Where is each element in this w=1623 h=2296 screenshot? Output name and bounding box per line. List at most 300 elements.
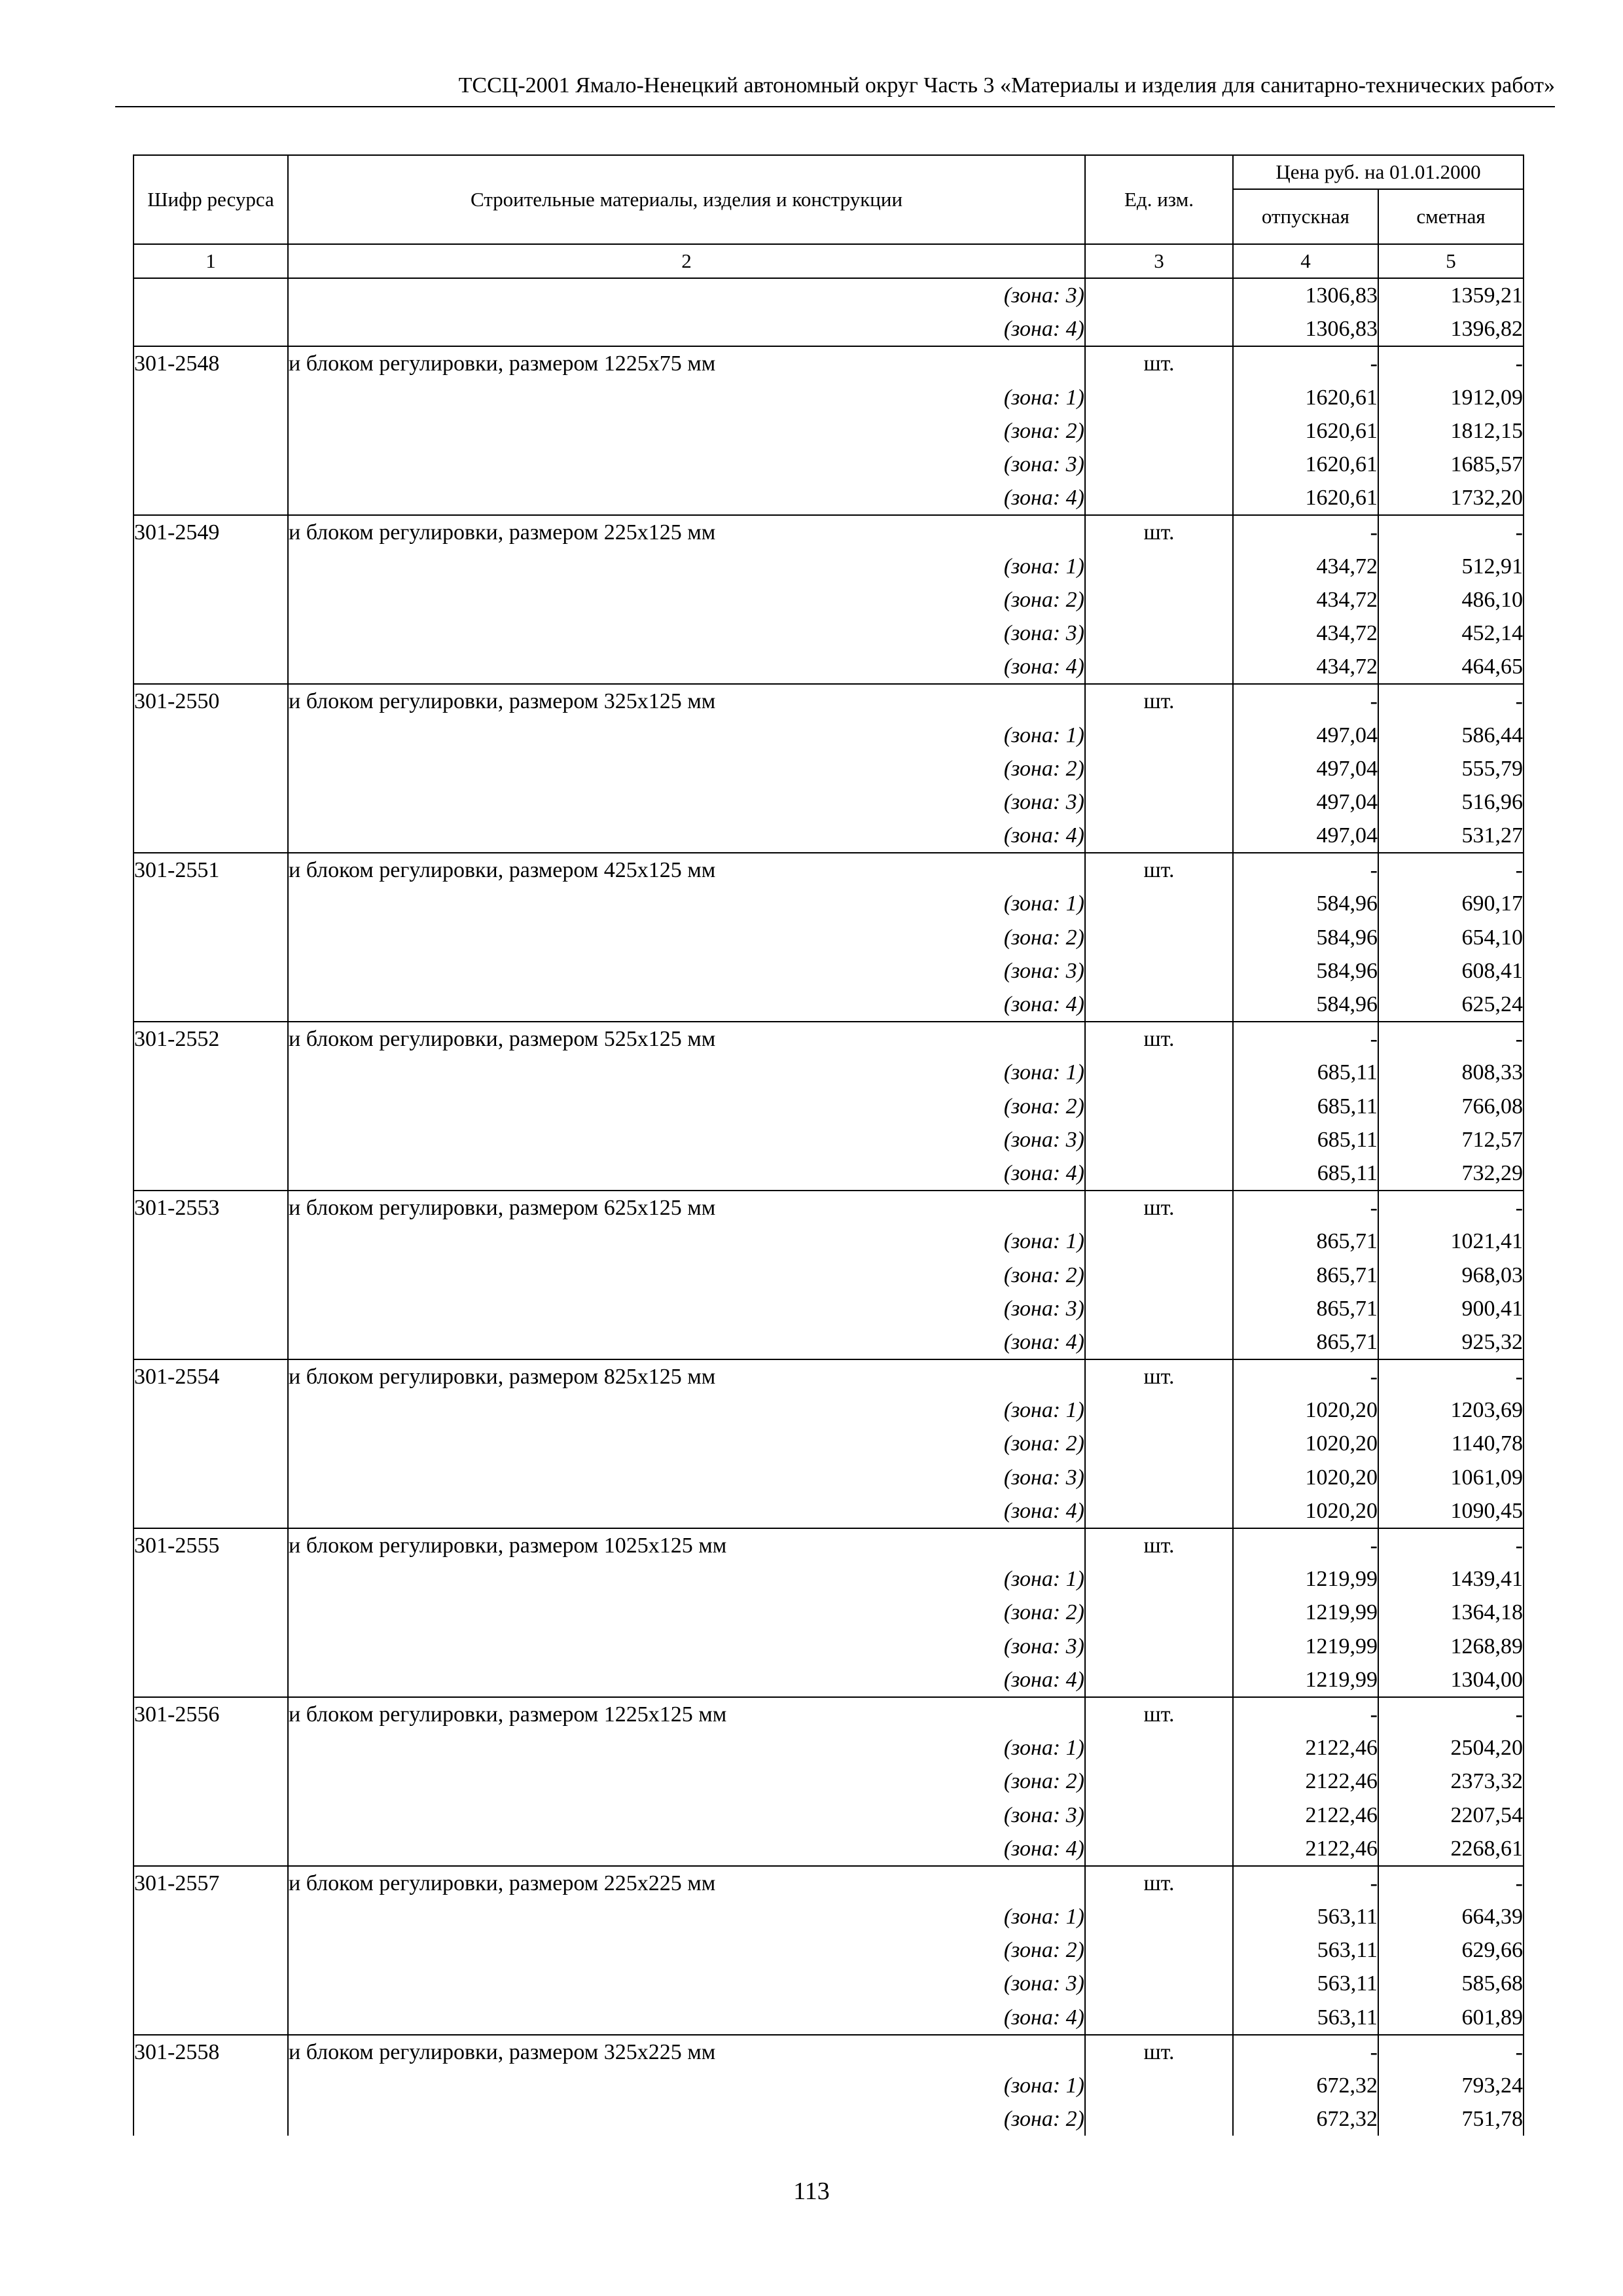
- price-release: -: [1233, 684, 1378, 718]
- zone-label: (зона: 4): [288, 1663, 1085, 1697]
- zone-row: [134, 1765, 1524, 1798]
- unit-cell: [1085, 1090, 1233, 1123]
- zone-row: [134, 954, 1524, 988]
- code-cell: [134, 1630, 288, 1663]
- price-release: -: [1233, 1359, 1378, 1393]
- zone-row: [134, 550, 1524, 583]
- zone-label: (зона: 4): [288, 1157, 1085, 1191]
- col-header-code: Шифр ресурса: [134, 155, 288, 244]
- price-estimate: 1268,89: [1378, 1630, 1524, 1663]
- item-name: и блоком регулировки, размером 1025х125 мм: [288, 1528, 1085, 1562]
- unit-cell: [1085, 1157, 1233, 1191]
- unit-cell: [1085, 550, 1233, 583]
- zone-label: (зона: 3): [288, 278, 1085, 312]
- price-release: 685,11: [1233, 1056, 1378, 1089]
- unit-cell: [1085, 1056, 1233, 1089]
- code-cell: [134, 1494, 288, 1528]
- item-name: и блоком регулировки, размером 1225х75 мм: [288, 346, 1085, 380]
- item-unit: шт.: [1085, 1528, 1233, 1562]
- price-release: 584,96: [1233, 887, 1378, 920]
- code-cell: [134, 1393, 288, 1427]
- price-estimate: 968,03: [1378, 1258, 1524, 1291]
- price-release: -: [1233, 853, 1378, 887]
- code-cell: [134, 278, 288, 312]
- zone-row: [134, 617, 1524, 650]
- price-estimate: 1021,41: [1378, 1225, 1524, 1258]
- zone-row: [134, 988, 1524, 1022]
- price-release: 563,11: [1233, 2001, 1378, 2035]
- price-release: 1219,99: [1233, 1630, 1378, 1663]
- zone-label: (зона: 3): [288, 1461, 1085, 1494]
- zone-label: (зона: 3): [288, 617, 1085, 650]
- page-number: 113: [793, 2178, 830, 2205]
- unit-cell: [1085, 887, 1233, 920]
- price-estimate: 486,10: [1378, 583, 1524, 617]
- zone-label: (зона: 3): [288, 1630, 1085, 1663]
- price-release: 1219,99: [1233, 1596, 1378, 1629]
- code-cell: [134, 1090, 288, 1123]
- zone-row: [134, 381, 1524, 414]
- price-estimate: -: [1378, 1866, 1524, 1900]
- item-unit: шт.: [1085, 346, 1233, 380]
- zone-label: (зона: 3): [288, 785, 1085, 819]
- price-release: 563,11: [1233, 1967, 1378, 2000]
- unit-cell: [1085, 1900, 1233, 1933]
- running-header: [115, 73, 1555, 107]
- zone-label: (зона: 2): [288, 1258, 1085, 1291]
- code-cell: [134, 988, 288, 1022]
- unit-cell: [1085, 785, 1233, 819]
- price-estimate: -: [1378, 1528, 1524, 1562]
- price-release: 497,04: [1233, 718, 1378, 751]
- price-estimate: -: [1378, 1697, 1524, 1731]
- code-cell: [134, 1663, 288, 1697]
- resource-code: 301-2548: [134, 346, 288, 380]
- resource-code: 301-2549: [134, 515, 288, 549]
- unit-cell: [1085, 1292, 1233, 1325]
- price-estimate: -: [1378, 515, 1524, 549]
- unit-cell: [1085, 1630, 1233, 1663]
- code-cell: [134, 1900, 288, 1933]
- zone-label: (зона: 2): [288, 1090, 1085, 1123]
- item-name: и блоком регулировки, размером 225х125 мм: [288, 515, 1085, 549]
- column-number: 4: [1233, 244, 1378, 278]
- price-release: -: [1233, 1022, 1378, 1056]
- price-release: 434,72: [1233, 583, 1378, 617]
- zone-row: [134, 448, 1524, 481]
- unit-cell: [1085, 1123, 1233, 1157]
- price-estimate: 516,96: [1378, 785, 1524, 819]
- price-release: 563,11: [1233, 1900, 1378, 1933]
- price-estimate: 2268,61: [1378, 1832, 1524, 1866]
- zone-label: (зона: 1): [288, 1562, 1085, 1596]
- code-cell: [134, 414, 288, 448]
- zone-label: (зона: 3): [288, 1967, 1085, 2000]
- unit-cell: [1085, 1933, 1233, 1967]
- zone-label: (зона: 4): [288, 819, 1085, 853]
- unit-cell: [1085, 448, 1233, 481]
- price-estimate: 586,44: [1378, 718, 1524, 751]
- code-cell: [134, 1596, 288, 1629]
- zone-row: [134, 1393, 1524, 1427]
- unit-cell: [1085, 1393, 1233, 1427]
- col-header-unit: Ед. изм.: [1085, 155, 1233, 244]
- zone-label: (зона: 4): [288, 650, 1085, 684]
- code-cell: [134, 1225, 288, 1258]
- table-row: [134, 1697, 1524, 1731]
- price-release: 685,11: [1233, 1157, 1378, 1191]
- price-estimate: -: [1378, 1359, 1524, 1393]
- unit-cell: [1085, 1325, 1233, 1359]
- price-estimate: 1812,15: [1378, 414, 1524, 448]
- column-number: 3: [1085, 244, 1233, 278]
- code-cell: [134, 954, 288, 988]
- price-estimate: 1732,20: [1378, 481, 1524, 515]
- zone-row: [134, 1832, 1524, 1866]
- price-release: 1020,20: [1233, 1427, 1378, 1460]
- price-release: 865,71: [1233, 1225, 1378, 1258]
- code-cell: [134, 1832, 288, 1866]
- unit-cell: [1085, 278, 1233, 312]
- unit-cell: [1085, 2102, 1233, 2136]
- resource-code: 301-2558: [134, 2035, 288, 2069]
- unit-cell: [1085, 988, 1233, 1022]
- item-name: и блоком регулировки, размером 325х225 мм: [288, 2035, 1085, 2069]
- code-cell: [134, 819, 288, 853]
- resource-code: 301-2553: [134, 1191, 288, 1225]
- price-release: 865,71: [1233, 1325, 1378, 1359]
- price-release: -: [1233, 1191, 1378, 1225]
- price-estimate: 732,29: [1378, 1157, 1524, 1191]
- zone-label: (зона: 1): [288, 887, 1085, 920]
- zone-row: [134, 414, 1524, 448]
- item-name: и блоком регулировки, размером 525х125 мм: [288, 1022, 1085, 1056]
- zone-label: (зона: 2): [288, 921, 1085, 954]
- item-unit: шт.: [1085, 1697, 1233, 1731]
- price-estimate: 654,10: [1378, 921, 1524, 954]
- item-name: и блоком регулировки, размером 425х125 мм: [288, 853, 1085, 887]
- unit-cell: [1085, 650, 1233, 684]
- code-cell: [134, 1157, 288, 1191]
- resource-code: 301-2552: [134, 1022, 288, 1056]
- zone-row: [134, 1900, 1524, 1933]
- price-estimate: 555,79: [1378, 752, 1524, 785]
- zone-label: (зона: 4): [288, 1325, 1085, 1359]
- unit-cell: [1085, 921, 1233, 954]
- zone-row: [134, 312, 1524, 346]
- unit-cell: [1085, 752, 1233, 785]
- price-release: 2122,46: [1233, 1731, 1378, 1765]
- unit-cell: [1085, 1663, 1233, 1697]
- price-estimate: 1364,18: [1378, 1596, 1524, 1629]
- item-unit: шт.: [1085, 1866, 1233, 1900]
- unit-cell: [1085, 1967, 1233, 2000]
- price-release: 584,96: [1233, 954, 1378, 988]
- unit-cell: [1085, 1494, 1233, 1528]
- price-estimate: -: [1378, 1191, 1524, 1225]
- price-estimate: 608,41: [1378, 954, 1524, 988]
- price-release: 1306,83: [1233, 278, 1378, 312]
- code-cell: [134, 1933, 288, 1967]
- price-release: -: [1233, 1528, 1378, 1562]
- zone-row: [134, 1663, 1524, 1697]
- table-row: [134, 1528, 1524, 1562]
- code-cell: [134, 617, 288, 650]
- zone-label: (зона: 1): [288, 1900, 1085, 1933]
- item-name: и блоком регулировки, размером 325х125 мм: [288, 684, 1085, 718]
- unit-cell: [1085, 1798, 1233, 1831]
- price-table: [133, 154, 1524, 2136]
- price-release: 1020,20: [1233, 1461, 1378, 1494]
- price-estimate: 512,91: [1378, 550, 1524, 583]
- resource-code: 301-2551: [134, 853, 288, 887]
- zone-row: [134, 1596, 1524, 1629]
- price-estimate: -: [1378, 1022, 1524, 1056]
- price-release: -: [1233, 1697, 1378, 1731]
- unit-cell: [1085, 1731, 1233, 1765]
- zone-row: [134, 1157, 1524, 1191]
- price-release: 1620,61: [1233, 481, 1378, 515]
- table-body: [134, 278, 1524, 2136]
- col-header-price-release: отпускная: [1233, 189, 1378, 244]
- price-estimate: 1304,00: [1378, 1663, 1524, 1697]
- zone-row: [134, 1933, 1524, 1967]
- price-estimate: 1685,57: [1378, 448, 1524, 481]
- table-row: [134, 515, 1524, 549]
- price-estimate: 766,08: [1378, 1090, 1524, 1123]
- zone-label: (зона: 4): [288, 1832, 1085, 1866]
- zone-label: (зона: 4): [288, 2001, 1085, 2035]
- table-row: [134, 1191, 1524, 1225]
- zone-label: (зона: 2): [288, 1933, 1085, 1967]
- running-title: ТССЦ-2001 Ямало-Ненецкий автономный округ Часть 3 «Материалы и изделия для санитарно-технических работ»: [458, 73, 1555, 98]
- price-release: 584,96: [1233, 988, 1378, 1022]
- price-release: 2122,46: [1233, 1765, 1378, 1798]
- unit-cell: [1085, 481, 1233, 515]
- unit-cell: [1085, 819, 1233, 853]
- price-estimate: 1359,21: [1378, 278, 1524, 312]
- code-cell: [134, 1258, 288, 1291]
- code-cell: [134, 1123, 288, 1157]
- zone-label: (зона: 4): [288, 1494, 1085, 1528]
- zone-label: (зона: 3): [288, 1123, 1085, 1157]
- zone-label: (зона: 1): [288, 718, 1085, 751]
- item-unit: шт.: [1085, 1022, 1233, 1056]
- zone-label: (зона: 4): [288, 312, 1085, 346]
- column-number-row: [134, 244, 1524, 278]
- zone-row: [134, 752, 1524, 785]
- code-cell: [134, 2102, 288, 2136]
- price-release: 1620,61: [1233, 448, 1378, 481]
- zone-row: [134, 1292, 1524, 1325]
- price-release: 434,72: [1233, 650, 1378, 684]
- zone-label: (зона: 2): [288, 1596, 1085, 1629]
- price-estimate: 585,68: [1378, 1967, 1524, 2000]
- item-name: и блоком регулировки, размером 825х125 мм: [288, 1359, 1085, 1393]
- price-release: 865,71: [1233, 1258, 1378, 1291]
- price-estimate: 808,33: [1378, 1056, 1524, 1089]
- price-estimate: 601,89: [1378, 2001, 1524, 2035]
- price-estimate: 2504,20: [1378, 1731, 1524, 1765]
- item-name: и блоком регулировки, размером 625х125 мм: [288, 1191, 1085, 1225]
- zone-row: [134, 1325, 1524, 1359]
- price-release: 685,11: [1233, 1090, 1378, 1123]
- price-release: 1219,99: [1233, 1562, 1378, 1596]
- price-release: 2122,46: [1233, 1798, 1378, 1831]
- col-header-name: Строительные материалы, изделия и конструкции: [288, 155, 1085, 244]
- zone-row: [134, 1427, 1524, 1460]
- price-estimate: -: [1378, 684, 1524, 718]
- price-estimate: 1090,45: [1378, 1494, 1524, 1528]
- code-cell: [134, 448, 288, 481]
- price-release: 1306,83: [1233, 312, 1378, 346]
- code-cell: [134, 550, 288, 583]
- unit-cell: [1085, 2069, 1233, 2102]
- zone-row: [134, 481, 1524, 515]
- unit-cell: [1085, 718, 1233, 751]
- code-cell: [134, 1461, 288, 1494]
- code-cell: [134, 1292, 288, 1325]
- zone-label: (зона: 4): [288, 988, 1085, 1022]
- price-estimate: 1061,09: [1378, 1461, 1524, 1494]
- table-row: [134, 346, 1524, 380]
- price-estimate: 1912,09: [1378, 381, 1524, 414]
- zone-row: [134, 718, 1524, 751]
- price-release: -: [1233, 1866, 1378, 1900]
- code-cell: [134, 650, 288, 684]
- price-release: 497,04: [1233, 819, 1378, 853]
- unit-cell: [1085, 2001, 1233, 2035]
- zone-row: [134, 921, 1524, 954]
- zone-row: [134, 1090, 1524, 1123]
- zone-row: [134, 1461, 1524, 1494]
- zone-row: [134, 1731, 1524, 1765]
- col-header-price-estimate: сметная: [1378, 189, 1524, 244]
- price-estimate: 452,14: [1378, 617, 1524, 650]
- zone-row: [134, 887, 1524, 920]
- price-release: 1020,20: [1233, 1494, 1378, 1528]
- zone-row: [134, 1258, 1524, 1291]
- resource-code: 301-2557: [134, 1866, 288, 1900]
- price-estimate: 464,65: [1378, 650, 1524, 684]
- price-estimate: 690,17: [1378, 887, 1524, 920]
- item-unit: шт.: [1085, 1191, 1233, 1225]
- price-release: -: [1233, 2035, 1378, 2069]
- zone-label: (зона: 2): [288, 1427, 1085, 1460]
- zone-label: (зона: 4): [288, 481, 1085, 515]
- zone-label: (зона: 1): [288, 1731, 1085, 1765]
- zone-label: (зона: 1): [288, 550, 1085, 583]
- price-estimate: 1439,41: [1378, 1562, 1524, 1596]
- unit-cell: [1085, 583, 1233, 617]
- zone-label: (зона: 2): [288, 1765, 1085, 1798]
- item-unit: шт.: [1085, 1359, 1233, 1393]
- price-estimate: 664,39: [1378, 1900, 1524, 1933]
- zone-label: (зона: 3): [288, 448, 1085, 481]
- code-cell: [134, 1731, 288, 1765]
- zone-row: [134, 1798, 1524, 1831]
- price-release: 1620,61: [1233, 381, 1378, 414]
- price-release: 1620,61: [1233, 414, 1378, 448]
- price-estimate: 712,57: [1378, 1123, 1524, 1157]
- zone-label: (зона: 3): [288, 1798, 1085, 1831]
- price-estimate: 793,24: [1378, 2069, 1524, 2102]
- unit-cell: [1085, 381, 1233, 414]
- unit-cell: [1085, 1765, 1233, 1798]
- price-estimate: 629,66: [1378, 1933, 1524, 1967]
- table-row: [134, 1022, 1524, 1056]
- zone-label: (зона: 3): [288, 1292, 1085, 1325]
- price-release: 434,72: [1233, 550, 1378, 583]
- column-number: 5: [1378, 244, 1524, 278]
- price-estimate: 2373,32: [1378, 1765, 1524, 1798]
- code-cell: [134, 1325, 288, 1359]
- price-release: 434,72: [1233, 617, 1378, 650]
- table-row: [134, 1866, 1524, 1900]
- resource-code: 301-2550: [134, 684, 288, 718]
- price-estimate: 925,32: [1378, 1325, 1524, 1359]
- price-release: 563,11: [1233, 1933, 1378, 1967]
- item-name: и блоком регулировки, размером 1225х125 мм: [288, 1697, 1085, 1731]
- code-cell: [134, 887, 288, 920]
- price-estimate: 2207,54: [1378, 1798, 1524, 1831]
- zone-row: [134, 1056, 1524, 1089]
- unit-cell: [1085, 954, 1233, 988]
- price-release: 1219,99: [1233, 1663, 1378, 1697]
- price-release: 584,96: [1233, 921, 1378, 954]
- price-release: 865,71: [1233, 1292, 1378, 1325]
- zone-label: (зона: 3): [288, 954, 1085, 988]
- zone-row: [134, 278, 1524, 312]
- unit-cell: [1085, 1225, 1233, 1258]
- resource-code: 301-2554: [134, 1359, 288, 1393]
- column-number: 1: [134, 244, 288, 278]
- price-estimate: 1396,82: [1378, 312, 1524, 346]
- zone-label: (зона: 1): [288, 1056, 1085, 1089]
- zone-row: [134, 819, 1524, 853]
- unit-cell: [1085, 1596, 1233, 1629]
- zone-row: [134, 1630, 1524, 1663]
- item-unit: шт.: [1085, 684, 1233, 718]
- unit-cell: [1085, 617, 1233, 650]
- zone-row: [134, 1123, 1524, 1157]
- price-release: -: [1233, 346, 1378, 380]
- code-cell: [134, 1765, 288, 1798]
- price-release: 497,04: [1233, 752, 1378, 785]
- price-estimate: 625,24: [1378, 988, 1524, 1022]
- zone-row: [134, 2069, 1524, 2102]
- zone-row: [134, 2001, 1524, 2035]
- table-row: [134, 853, 1524, 887]
- zone-row: [134, 785, 1524, 819]
- column-number: 2: [288, 244, 1085, 278]
- zone-row: [134, 1494, 1524, 1528]
- code-cell: [134, 921, 288, 954]
- price-estimate: 1140,78: [1378, 1427, 1524, 1460]
- price-estimate: -: [1378, 2035, 1524, 2069]
- item-unit: шт.: [1085, 2035, 1233, 2069]
- price-release: 672,32: [1233, 2069, 1378, 2102]
- unit-cell: [1085, 1562, 1233, 1596]
- table-row: [134, 1359, 1524, 1393]
- resource-code: 301-2555: [134, 1528, 288, 1562]
- price-estimate: 1203,69: [1378, 1393, 1524, 1427]
- zone-label: (зона: 1): [288, 1225, 1085, 1258]
- item-name: и блоком регулировки, размером 225х225 мм: [288, 1866, 1085, 1900]
- unit-cell: [1085, 1832, 1233, 1866]
- code-cell: [134, 718, 288, 751]
- code-cell: [134, 481, 288, 515]
